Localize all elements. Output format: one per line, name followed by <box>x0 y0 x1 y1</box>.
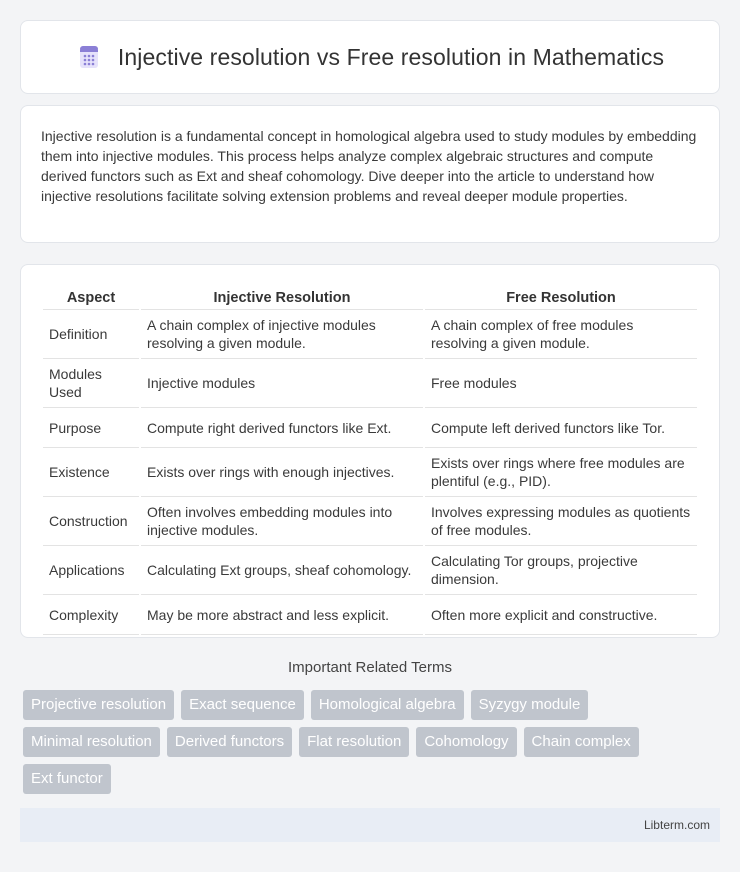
term-chip[interactable]: Projective resolution <box>23 690 174 720</box>
term-chip[interactable]: Chain complex <box>524 727 639 757</box>
cell-free: Calculating Tor groups, projective dimension. <box>425 546 697 595</box>
cell-injective: May be more abstract and less explicit. <box>141 595 423 635</box>
cell-free: Often more explicit and constructive. <box>425 595 697 635</box>
intro-card <box>20 105 720 243</box>
cell-injective: Often involves embedding modules into injective modules. <box>141 497 423 546</box>
cell-aspect: Construction <box>43 497 139 546</box>
cell-aspect: Definition <box>43 310 139 359</box>
table-row <box>43 310 697 359</box>
cell-free: Involves expressing modules as quotients of free modules. <box>425 497 697 546</box>
cell-injective: A chain complex of injective modules resolving a given module. <box>141 310 423 359</box>
table-header-row <box>43 286 697 310</box>
cell-injective: Injective modules <box>141 359 423 408</box>
table-row <box>43 546 697 595</box>
table-row <box>43 448 697 497</box>
term-chip[interactable]: Homological algebra <box>311 690 464 720</box>
cell-aspect: Existence <box>43 448 139 497</box>
header-injective: Injective Resolution <box>141 286 423 310</box>
cell-aspect: Purpose <box>43 408 139 448</box>
related-terms-title: Important Related Terms <box>288 659 452 676</box>
term-chip[interactable]: Flat resolution <box>299 727 409 757</box>
comparison-card <box>20 264 720 638</box>
header-aspect: Aspect <box>43 286 139 310</box>
cell-free: A chain complex of free modules resolving a given module. <box>425 310 697 359</box>
related-terms-list <box>20 690 720 794</box>
cell-free: Compute left derived functors like Tor. <box>425 408 697 448</box>
document-icon <box>76 44 102 70</box>
cell-aspect: Modules Used <box>43 359 139 408</box>
title-card <box>20 20 720 94</box>
footer-brand-link[interactable]: Libterm.com <box>643 818 710 832</box>
term-chip[interactable]: Exact sequence <box>181 690 304 720</box>
term-chip[interactable]: Derived functors <box>167 727 292 757</box>
table-row <box>43 595 697 635</box>
footer <box>20 808 720 842</box>
table-row <box>43 408 697 448</box>
intro-text: Injective resolution is a fundamental concept in homological algebra used to study modules by embedding them into injective modules. This process helps analyze complex algebraic structures and compute derived functors such as Ext and sheaf cohomology. Dive deeper into the article to understand how injective resolutions facilitate solving extension problems and reveal deeper module properties. <box>41 128 697 204</box>
cell-aspect: Applications <box>43 546 139 595</box>
cell-free: Exists over rings where free modules are plentiful (e.g., PID). <box>425 448 697 497</box>
table-row <box>43 359 697 408</box>
page-title: Injective resolution vs Free resolution in Mathematics <box>117 43 665 70</box>
cell-aspect: Complexity <box>43 595 139 635</box>
comparison-table <box>41 286 699 635</box>
term-chip[interactable]: Ext functor <box>23 764 111 794</box>
header-free: Free Resolution <box>425 286 697 310</box>
term-chip[interactable]: Syzygy module <box>471 690 589 720</box>
cell-injective: Calculating Ext groups, sheaf cohomology. <box>141 546 423 595</box>
cell-free: Free modules <box>425 359 697 408</box>
term-chip[interactable]: Minimal resolution <box>23 727 160 757</box>
cell-injective: Compute right derived functors like Ext. <box>141 408 423 448</box>
table-row <box>43 497 697 546</box>
cell-injective: Exists over rings with enough injectives. <box>141 448 423 497</box>
term-chip[interactable]: Cohomology <box>416 727 516 757</box>
